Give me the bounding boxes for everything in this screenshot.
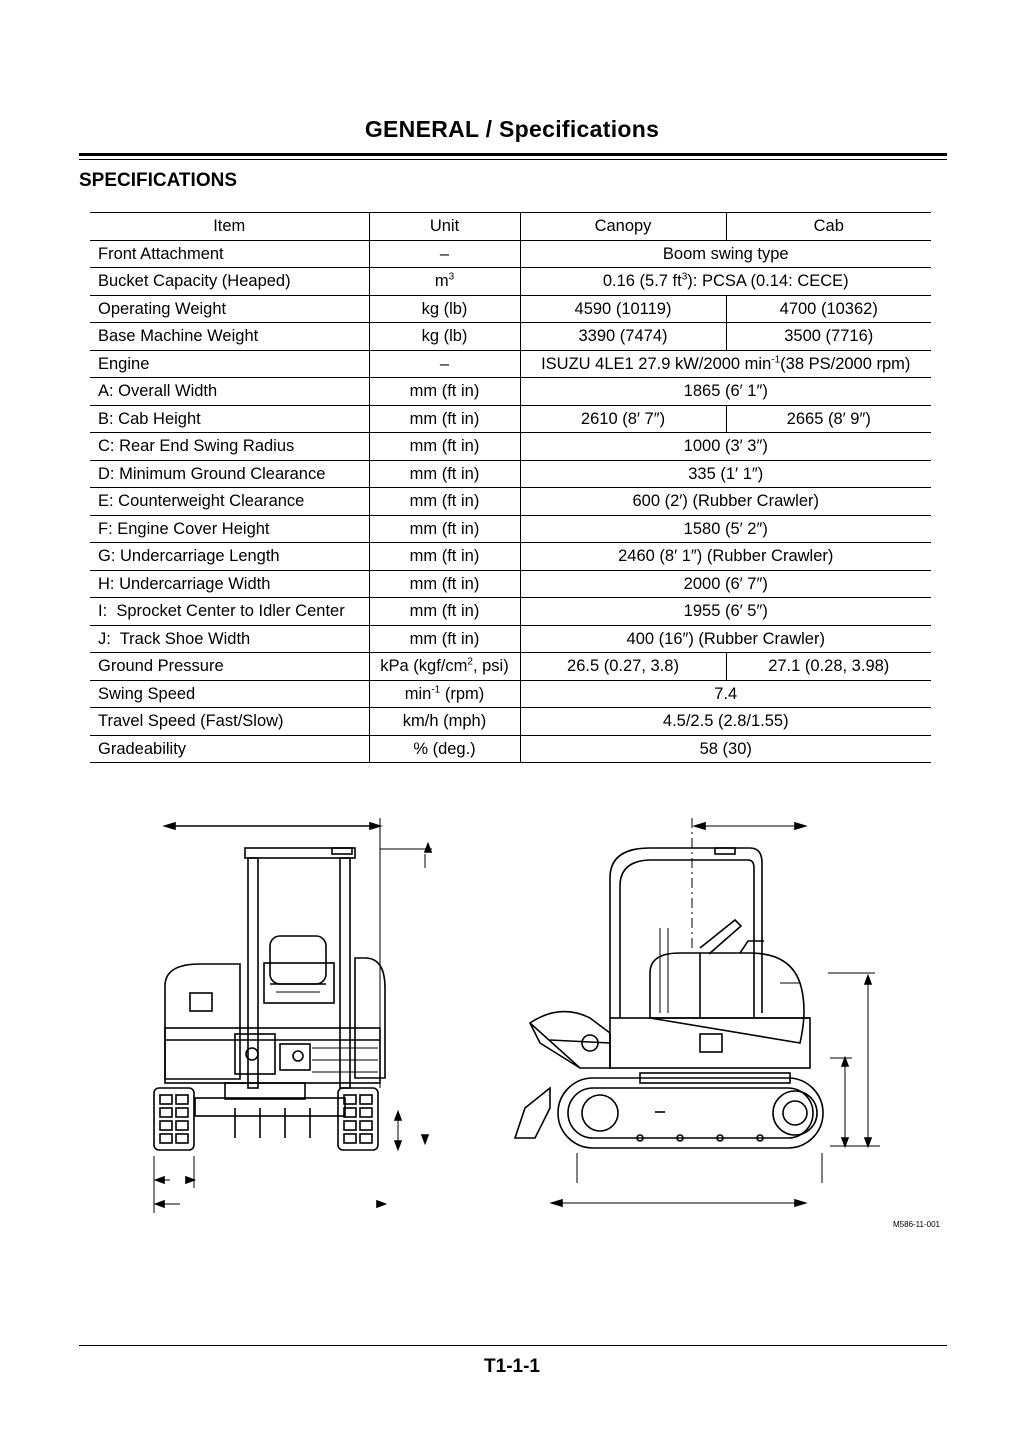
value-cell: 1865 (6′ 1″) — [520, 378, 931, 406]
unit-cell: mm (ft in) — [369, 598, 520, 626]
table-row — [90, 735, 931, 763]
cab-cell: 3500 (7716) — [726, 323, 931, 351]
unit-cell: % (deg.) — [369, 735, 520, 763]
footer-rule — [79, 1345, 947, 1346]
unit-cell: mm (ft in) — [369, 515, 520, 543]
table-row — [90, 323, 931, 351]
page-number: T1-1-1 — [484, 1356, 540, 1377]
header-rule-thick — [79, 153, 947, 156]
unit-cell: kg (lb) — [369, 323, 520, 351]
item-cell: Base Machine Weight — [90, 323, 369, 351]
unit-cell: mm (ft in) — [369, 460, 520, 488]
table-row — [90, 680, 931, 708]
side-view — [515, 818, 880, 1206]
item-cell: J: Track Shoe Width — [90, 625, 369, 653]
item-cell: I: Sprocket Center to Idler Center — [90, 598, 369, 626]
unit-cell: kg (lb) — [369, 295, 520, 323]
item-cell: E: Counterweight Clearance — [90, 488, 369, 516]
value-cell: 1955 (6′ 5″) — [520, 598, 931, 626]
header-cab: Cab — [726, 213, 931, 241]
unit-cell: $m^3$ — [369, 268, 520, 296]
front-view — [154, 818, 432, 1213]
excavator-dimension-drawing — [140, 808, 940, 1218]
table-row — [90, 433, 931, 461]
value-cell: 4.5/2.5 (2.8/1.55) — [520, 708, 931, 736]
page-title: GENERAL / Specifications — [364, 116, 660, 142]
specifications-table — [90, 212, 931, 763]
canopy-cell: 4590 (10119) — [520, 295, 726, 323]
unit-cell: mm (ft in) — [369, 405, 520, 433]
item-cell: Bucket Capacity (Heaped) — [90, 268, 369, 296]
item-cell: Front Attachment — [90, 240, 369, 268]
figure-code: M586-11-001 — [893, 1220, 940, 1229]
table-row — [90, 240, 931, 268]
unit-cell: mm (ft in) — [369, 570, 520, 598]
item-cell: A: Overall Width — [90, 378, 369, 406]
value-cell: ISUZU 4LE1 27.9 kW/2000 $\min^{-1}(38$ PS/2000 rpm) — [520, 350, 931, 378]
canopy-cell: 2610 (8′ 7″) — [520, 405, 726, 433]
unit-cell: mm (ft in) — [369, 543, 520, 571]
table-row — [90, 515, 931, 543]
header-rule-thin — [79, 159, 947, 160]
table-row — [90, 708, 931, 736]
unit-cell: – — [369, 240, 520, 268]
value-cell: 600 (2′) (Rubber Crawler) — [520, 488, 931, 516]
value-cell: 2460 (8′ 1″) (Rubber Crawler) — [520, 543, 931, 571]
unit-cell: km/h (mph) — [369, 708, 520, 736]
value-cell: Boom swing type — [520, 240, 931, 268]
item-cell: Ground Pressure — [90, 653, 369, 681]
canopy-cell: 3390 (7474) — [520, 323, 726, 351]
table-row — [90, 350, 931, 378]
canopy-cell: 26.5 (0.27, 3.8) — [520, 653, 726, 681]
value-cell: 58 (30) — [520, 735, 931, 763]
table-row — [90, 598, 931, 626]
value-cell: 335 (1′ 1″) — [520, 460, 931, 488]
item-cell: C: Rear End Swing Radius — [90, 433, 369, 461]
unit-cell: $\min^{-1} (rpm)$ — [369, 680, 520, 708]
header-item: Item — [90, 213, 369, 241]
item-cell: Travel Speed (Fast/Slow) — [90, 708, 369, 736]
table-row — [90, 405, 931, 433]
section-heading: SPECIFICATIONS — [79, 170, 237, 191]
unit-cell: mm (ft in) — [369, 433, 520, 461]
item-cell: H: Undercarriage Width — [90, 570, 369, 598]
table-row — [90, 570, 931, 598]
unit-cell: mm (ft in) — [369, 378, 520, 406]
table-row — [90, 488, 931, 516]
item-cell: Operating Weight — [90, 295, 369, 323]
header-canopy: Canopy — [520, 213, 726, 241]
item-cell: B: Cab Height — [90, 405, 369, 433]
header-unit: Unit — [369, 213, 520, 241]
value-cell: 1580 (5′ 2″) — [520, 515, 931, 543]
value-cell: 2000 (6′ 7″) — [520, 570, 931, 598]
cab-cell: 27.1 (0.28, 3.98) — [726, 653, 931, 681]
table-row — [90, 378, 931, 406]
unit-cell: mm (ft in) — [369, 488, 520, 516]
cab-cell: 2665 (8′ 9″) — [726, 405, 931, 433]
item-cell: Swing Speed — [90, 680, 369, 708]
cab-cell: 4700 (10362) — [726, 295, 931, 323]
table-row — [90, 543, 931, 571]
table-header-row — [90, 213, 931, 241]
unit-cell: mm (ft in) — [369, 625, 520, 653]
table-row — [90, 268, 931, 296]
item-cell: D: Minimum Ground Clearance — [90, 460, 369, 488]
table-row — [90, 625, 931, 653]
value-cell: 0.16 (5.7 $ft^3$): PCSA (0.14: CECE) — [520, 268, 931, 296]
value-cell: 400 (16″) (Rubber Crawler) — [520, 625, 931, 653]
table-row — [90, 653, 931, 681]
unit-cell: kPa ($kgf/cm^2$, psi) — [369, 653, 520, 681]
value-cell: 1000 (3′ 3″) — [520, 433, 931, 461]
table-row — [90, 460, 931, 488]
item-cell: Gradeability — [90, 735, 369, 763]
item-cell: Engine — [90, 350, 369, 378]
value-cell: 7.4 — [520, 680, 931, 708]
unit-cell: – — [369, 350, 520, 378]
item-cell: F: Engine Cover Height — [90, 515, 369, 543]
item-cell: G: Undercarriage Length — [90, 543, 369, 571]
table-row — [90, 295, 931, 323]
